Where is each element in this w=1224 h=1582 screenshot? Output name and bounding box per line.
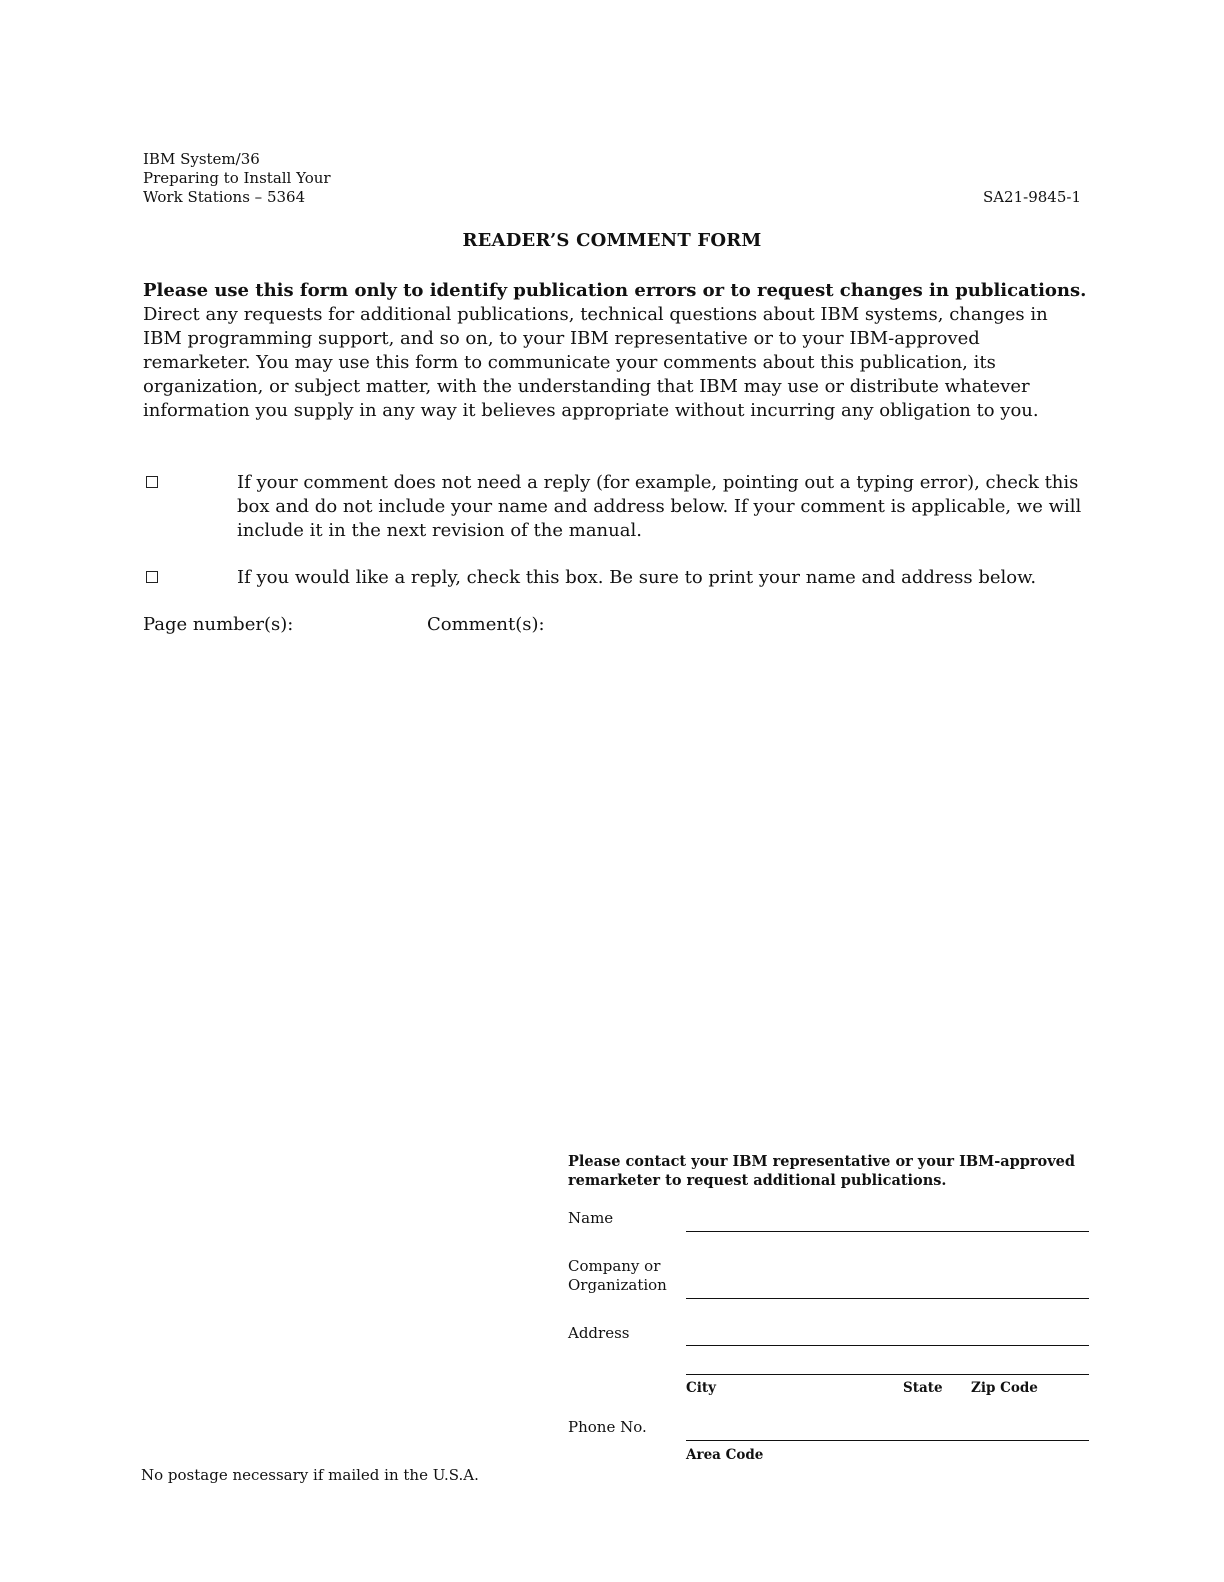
zip-code-label: Zip Code <box>971 1380 1038 1396</box>
contact-note: Please contact your IBM representative or your IBM-approved remarketer to request additional publications. <box>568 1153 1076 1189</box>
postage-note: No postage necessary if mailed in the U.S.A. <box>141 1466 479 1484</box>
comments-area[interactable] <box>143 645 1092 1129</box>
page-numbers-label: Page number(s): <box>143 614 294 635</box>
form-number: SA21-9845-1 <box>982 188 1081 206</box>
company-line <box>686 1298 1089 1299</box>
no-reply-checkbox[interactable] <box>146 476 158 488</box>
state-label: State <box>903 1380 943 1396</box>
intro-bold-text: Please use this form only to identify publication errors or to request changes in publications. <box>143 280 1087 301</box>
phone-line <box>686 1440 1089 1441</box>
page-title: READER’S COMMENT FORM <box>462 230 762 251</box>
reply-option <box>143 566 1088 590</box>
name-line <box>686 1231 1089 1232</box>
city-state-zip-field[interactable] <box>686 1351 1093 1373</box>
company-field[interactable] <box>686 1275 1093 1297</box>
publication-line: Preparing to Install Your <box>143 169 331 187</box>
publication-title-block <box>143 150 331 207</box>
area-code-label: Area Code <box>686 1447 764 1463</box>
address-field[interactable] <box>686 1322 1093 1344</box>
company-label-line: Organization <box>568 1276 667 1294</box>
intro-paragraph <box>143 279 1088 423</box>
phone-field[interactable] <box>686 1417 1093 1439</box>
name-label: Name <box>568 1209 614 1227</box>
city-label: City <box>686 1380 716 1396</box>
publication-line: Work Stations – 5364 <box>143 188 306 206</box>
publication-line: IBM System/36 <box>143 150 260 168</box>
address-line <box>686 1345 1089 1346</box>
company-label-line: Company or <box>568 1257 661 1275</box>
reply-checkbox[interactable] <box>146 571 158 583</box>
name-field[interactable] <box>686 1208 1093 1230</box>
address-label: Address <box>568 1324 630 1342</box>
no-reply-option <box>143 471 1088 543</box>
phone-label: Phone No. <box>568 1418 647 1436</box>
city-state-zip-line <box>686 1374 1089 1375</box>
no-reply-text: If your comment does not need a reply (for example, pointing out a typing error), check this box and do not include your name and address below. If your comment is applicable, we will include it in the next revision of the manual. <box>237 472 1082 541</box>
reply-text: If you would like a reply, check this box. Be sure to print your name and address below. <box>237 567 1037 588</box>
company-label <box>568 1257 667 1295</box>
comments-label: Comment(s): <box>427 614 545 635</box>
intro-text: Direct any requests for additional publications, technical questions about IBM systems, changes in IBM programming support, and so on, to your IBM representative or to your IBM-approved remarketer. You may use this form to communicate your comments about this publication, its organization, or subject matter, with the understanding that IBM may use or distribute whatever information you supply in any way it believes appropriate without incurring any obligation to you. <box>143 304 1048 421</box>
